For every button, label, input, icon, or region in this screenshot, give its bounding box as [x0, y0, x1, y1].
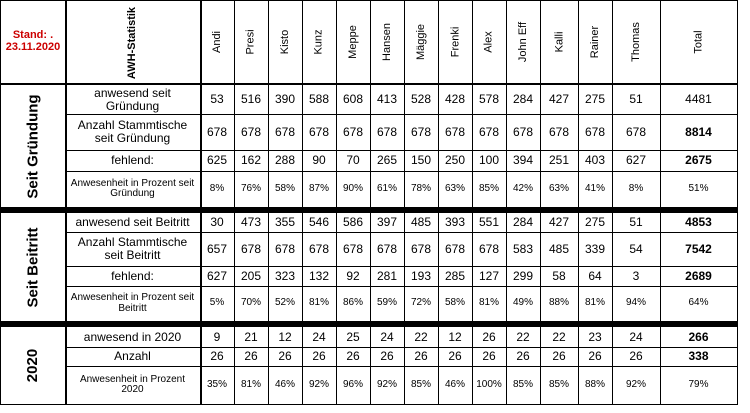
grid-line — [336, 0, 337, 405]
table-cell: 81% — [240, 378, 261, 390]
table-cell: 26 — [629, 349, 643, 364]
table-cell: 100 — [478, 153, 500, 168]
table-cell: 250 — [444, 153, 466, 168]
grid-line — [540, 0, 541, 405]
table-cell: 546 — [308, 215, 330, 230]
table-cell: 403 — [584, 153, 606, 168]
table-cell: 81% — [308, 297, 329, 309]
table-cell: 627 — [625, 153, 647, 168]
table-cell: 53 — [210, 92, 224, 107]
table-cell: 132 — [308, 268, 330, 283]
table-cell: 678 — [308, 124, 330, 139]
column-header-kisto — [268, 1, 302, 83]
total-cell: 51% — [688, 182, 709, 194]
column-header-meppe — [336, 1, 370, 83]
table-cell: 427 — [548, 215, 570, 230]
table-cell: 12 — [278, 329, 292, 344]
table-cell: 26 — [380, 349, 394, 364]
table-cell: 678 — [206, 124, 228, 139]
grid-line — [506, 0, 507, 405]
column-header-text: John Eff — [517, 21, 530, 63]
table-cell: 251 — [548, 153, 570, 168]
grid-line — [200, 0, 202, 405]
grid-line — [660, 0, 661, 405]
row-label: Anwesenheit in Prozent 2020 — [79, 373, 186, 395]
section-label-0 — [1, 85, 65, 207]
table-cell: 92% — [625, 378, 646, 390]
grid-line — [302, 0, 303, 405]
table-cell: 390 — [274, 92, 296, 107]
table-cell: 46% — [444, 378, 465, 390]
table-cell: 5% — [209, 297, 225, 309]
stand-date-label — [1, 1, 65, 83]
grid-line — [65, 286, 737, 287]
sheet-title-text: AWH-Statistik — [126, 6, 139, 80]
table-cell: 678 — [274, 241, 296, 256]
table-cell: 678 — [240, 124, 262, 139]
table-cell: 26 — [482, 329, 496, 344]
table-cell: 516 — [240, 92, 262, 107]
table-cell: 265 — [376, 153, 398, 168]
section-separator — [1, 207, 737, 213]
section-label-2 — [1, 327, 65, 404]
table-cell: 86% — [342, 297, 363, 309]
table-cell: 51 — [629, 215, 643, 230]
table-cell: 64 — [588, 268, 602, 283]
table-cell: 85% — [512, 378, 533, 390]
table-cell: 22 — [414, 329, 428, 344]
table-cell: 485 — [548, 241, 570, 256]
table-cell: 339 — [584, 241, 606, 256]
section-label-text: Seit Beitritt — [24, 226, 42, 308]
column-header-text: Meppe — [346, 25, 359, 59]
table-cell: 528 — [410, 92, 432, 107]
total-cell: 266 — [688, 329, 709, 344]
total-cell: 4853 — [685, 215, 712, 230]
section-label-text: Seit Gründung — [24, 93, 42, 199]
table-cell: 397 — [376, 215, 398, 230]
column-header-text: Mäggie — [415, 23, 428, 61]
row-label: anwesend seit Beitritt — [75, 215, 190, 230]
column-header-text: Hansen — [381, 23, 394, 61]
grid-line — [612, 0, 613, 405]
table-cell: 58 — [552, 268, 566, 283]
table-cell: 70 — [346, 153, 360, 168]
table-cell: 678 — [478, 124, 500, 139]
total-cell: 338 — [688, 349, 709, 364]
grid-line — [370, 0, 371, 405]
table-cell: 92% — [308, 378, 329, 390]
table-cell: 608 — [342, 92, 364, 107]
table-cell: 90 — [312, 153, 326, 168]
grid-line — [234, 0, 235, 405]
table-cell: 299 — [512, 268, 534, 283]
table-cell: 26 — [482, 349, 496, 364]
table-cell: 81% — [478, 297, 499, 309]
table-cell: 205 — [240, 268, 262, 283]
sheet-title — [65, 1, 200, 83]
column-header-andi — [200, 1, 234, 83]
row-label: Anwesenheit in Prozent seit Gründung — [70, 177, 195, 199]
table-cell: 162 — [240, 153, 262, 168]
table-cell: 26 — [516, 349, 530, 364]
grid-line — [65, 366, 737, 367]
table-cell: 96% — [342, 378, 363, 390]
table-cell: 88% — [548, 297, 569, 309]
column-header-rainer — [578, 1, 612, 83]
grid-line — [65, 232, 737, 233]
column-header-alex — [472, 1, 506, 83]
grid-line — [65, 150, 737, 151]
table-cell: 625 — [206, 153, 228, 168]
total-cell: 2675 — [685, 153, 712, 168]
column-header-frenki — [438, 1, 472, 83]
table-cell: 657 — [206, 241, 228, 256]
table-cell: 100% — [476, 378, 502, 390]
table-cell: 70% — [240, 297, 261, 309]
table-cell: 12 — [448, 329, 462, 344]
column-header-text: Thomas — [630, 22, 642, 62]
table-cell: 94% — [625, 297, 646, 309]
grid-line — [65, 171, 737, 172]
table-cell: 127 — [478, 268, 500, 283]
table-cell: 288 — [274, 153, 296, 168]
table-cell: 678 — [376, 241, 398, 256]
column-header-john-eff — [506, 1, 540, 83]
grid-line — [1, 83, 737, 85]
table-cell: 26 — [210, 349, 224, 364]
table-cell: 25 — [346, 329, 360, 344]
table-cell: 578 — [478, 92, 500, 107]
table-cell: 8% — [209, 182, 225, 194]
table-cell: 285 — [444, 268, 466, 283]
row-label: Anzahl Stammtische seit Gründung — [77, 118, 188, 145]
table-cell: 678 — [625, 124, 647, 139]
row-label: Anwesenheit in Prozent seit Beitritt — [70, 292, 195, 314]
table-cell: 588 — [308, 92, 330, 107]
table-cell: 26 — [312, 349, 326, 364]
grid-line — [1, 0, 737, 1]
table-cell: 92% — [376, 378, 397, 390]
table-cell: 46% — [274, 378, 295, 390]
table-cell: 85% — [410, 378, 431, 390]
section-label-text: 2020 — [24, 348, 42, 383]
table-cell: 54 — [629, 241, 643, 256]
table-cell: 85% — [548, 378, 569, 390]
table-cell: 8% — [628, 182, 644, 194]
table-cell: 678 — [410, 124, 432, 139]
grid-line — [404, 0, 405, 405]
table-cell: 30 — [210, 215, 224, 230]
table-cell: 78% — [410, 182, 431, 194]
table-cell: 35% — [206, 378, 227, 390]
table-cell: 23 — [588, 329, 602, 344]
column-header-thomas — [612, 1, 660, 83]
table-cell: 26 — [448, 349, 462, 364]
table-cell: 41% — [584, 182, 605, 194]
column-header-kalli — [540, 1, 578, 83]
table-cell: 678 — [376, 124, 398, 139]
table-cell: 22 — [552, 329, 566, 344]
grid-line — [438, 0, 439, 405]
table-cell: 24 — [380, 329, 394, 344]
table-cell: 59% — [376, 297, 397, 309]
table-cell: 52% — [274, 297, 295, 309]
table-cell: 678 — [342, 124, 364, 139]
stand-date: 23.11.2020 — [5, 41, 61, 53]
grid-line — [65, 266, 737, 267]
table-cell: 24 — [629, 329, 643, 344]
column-header-total — [660, 1, 737, 83]
table-cell: 281 — [376, 268, 398, 283]
table-cell: 193 — [410, 268, 432, 283]
table-cell: 76% — [240, 182, 261, 194]
grid-line — [737, 0, 738, 405]
table-cell: 42% — [512, 182, 533, 194]
column-header-m-ggie — [404, 1, 438, 83]
table-cell: 26 — [414, 349, 428, 364]
table-cell: 393 — [444, 215, 466, 230]
grid-line — [578, 0, 579, 405]
table-cell: 26 — [278, 349, 292, 364]
table-cell: 51 — [629, 92, 643, 107]
table-cell: 3 — [632, 268, 640, 283]
column-header-text: Kalli — [552, 31, 565, 53]
table-cell: 58% — [274, 182, 295, 194]
column-header-text: Presi — [245, 29, 257, 55]
table-cell: 26 — [588, 349, 602, 364]
table-cell: 586 — [342, 215, 364, 230]
table-cell: 428 — [444, 92, 466, 107]
table-cell: 678 — [410, 241, 432, 256]
total-cell: 79% — [688, 378, 709, 390]
table-cell: 678 — [444, 241, 466, 256]
total-cell: 2689 — [685, 268, 712, 283]
table-cell: 678 — [584, 124, 606, 139]
column-header-text: Total — [692, 30, 705, 54]
table-cell: 150 — [410, 153, 432, 168]
table-cell: 26 — [244, 349, 258, 364]
table-cell: 678 — [240, 241, 262, 256]
table-cell: 87% — [308, 182, 329, 194]
table-cell: 9 — [213, 329, 221, 344]
column-header-text: Frenki — [449, 26, 461, 58]
table-cell: 678 — [342, 241, 364, 256]
section-label-1 — [1, 213, 65, 321]
table-cell: 551 — [478, 215, 500, 230]
table-cell: 61% — [376, 182, 397, 194]
table-cell: 323 — [274, 268, 296, 283]
table-cell: 355 — [274, 215, 296, 230]
section-separator — [1, 321, 737, 327]
column-header-text: Andi — [211, 30, 223, 54]
table-cell: 473 — [240, 215, 262, 230]
table-cell: 63% — [548, 182, 569, 194]
row-label: fehlend: — [111, 153, 154, 168]
table-cell: 21 — [244, 329, 258, 344]
row-label: anwesend seit Gründung — [94, 85, 171, 113]
column-header-text: Kisto — [279, 29, 291, 55]
table-cell: 413 — [376, 92, 398, 107]
table-cell: 92 — [346, 268, 360, 283]
total-cell: 64% — [688, 297, 709, 309]
table-cell: 63% — [444, 182, 465, 194]
table-cell: 678 — [444, 124, 466, 139]
column-header-kunz — [302, 1, 336, 83]
table-cell: 88% — [584, 378, 605, 390]
table-cell: 394 — [512, 153, 534, 168]
table-cell: 284 — [512, 92, 534, 107]
grid-line — [65, 114, 737, 115]
table-cell: 58% — [444, 297, 465, 309]
table-cell: 627 — [206, 268, 228, 283]
row-label: Anzahl Stammtische seit Beitritt — [77, 235, 188, 262]
table-cell: 485 — [410, 215, 432, 230]
column-header-presi — [234, 1, 268, 83]
grid-line — [472, 0, 473, 405]
row-label: Anzahl — [114, 349, 151, 364]
table-cell: 583 — [512, 241, 534, 256]
table-cell: 678 — [274, 124, 296, 139]
grid-line — [268, 0, 269, 405]
table-cell: 427 — [548, 92, 570, 107]
table-cell: 26 — [552, 349, 566, 364]
table-cell: 24 — [312, 329, 326, 344]
table-cell: 275 — [584, 92, 606, 107]
table-cell: 85% — [478, 182, 499, 194]
column-header-text: Kunz — [312, 29, 325, 55]
row-label: fehlend: — [111, 268, 154, 283]
table-cell: 275 — [584, 215, 606, 230]
grid-line — [65, 347, 737, 348]
column-header-text: Alex — [483, 31, 495, 53]
total-cell: 7542 — [685, 241, 712, 256]
table-cell: 72% — [410, 297, 431, 309]
table-cell: 90% — [342, 182, 363, 194]
table-cell: 81% — [584, 297, 605, 309]
table-cell: 678 — [308, 241, 330, 256]
stand-label: Stand: . — [12, 29, 54, 42]
column-header-text: Rainer — [589, 25, 601, 59]
row-label: anwesend in 2020 — [83, 329, 182, 344]
table-cell: 49% — [512, 297, 533, 309]
table-cell: 22 — [516, 329, 530, 344]
table-cell: 26 — [346, 349, 360, 364]
total-cell: 8814 — [685, 124, 712, 139]
table-cell: 678 — [548, 124, 570, 139]
column-header-hansen — [370, 1, 404, 83]
table-cell: 678 — [478, 241, 500, 256]
total-cell: 4481 — [685, 92, 712, 107]
table-cell: 284 — [512, 215, 534, 230]
grid-line — [0, 0, 1, 405]
grid-line — [65, 0, 67, 405]
grid-line — [1, 404, 737, 405]
table-cell: 678 — [512, 124, 534, 139]
